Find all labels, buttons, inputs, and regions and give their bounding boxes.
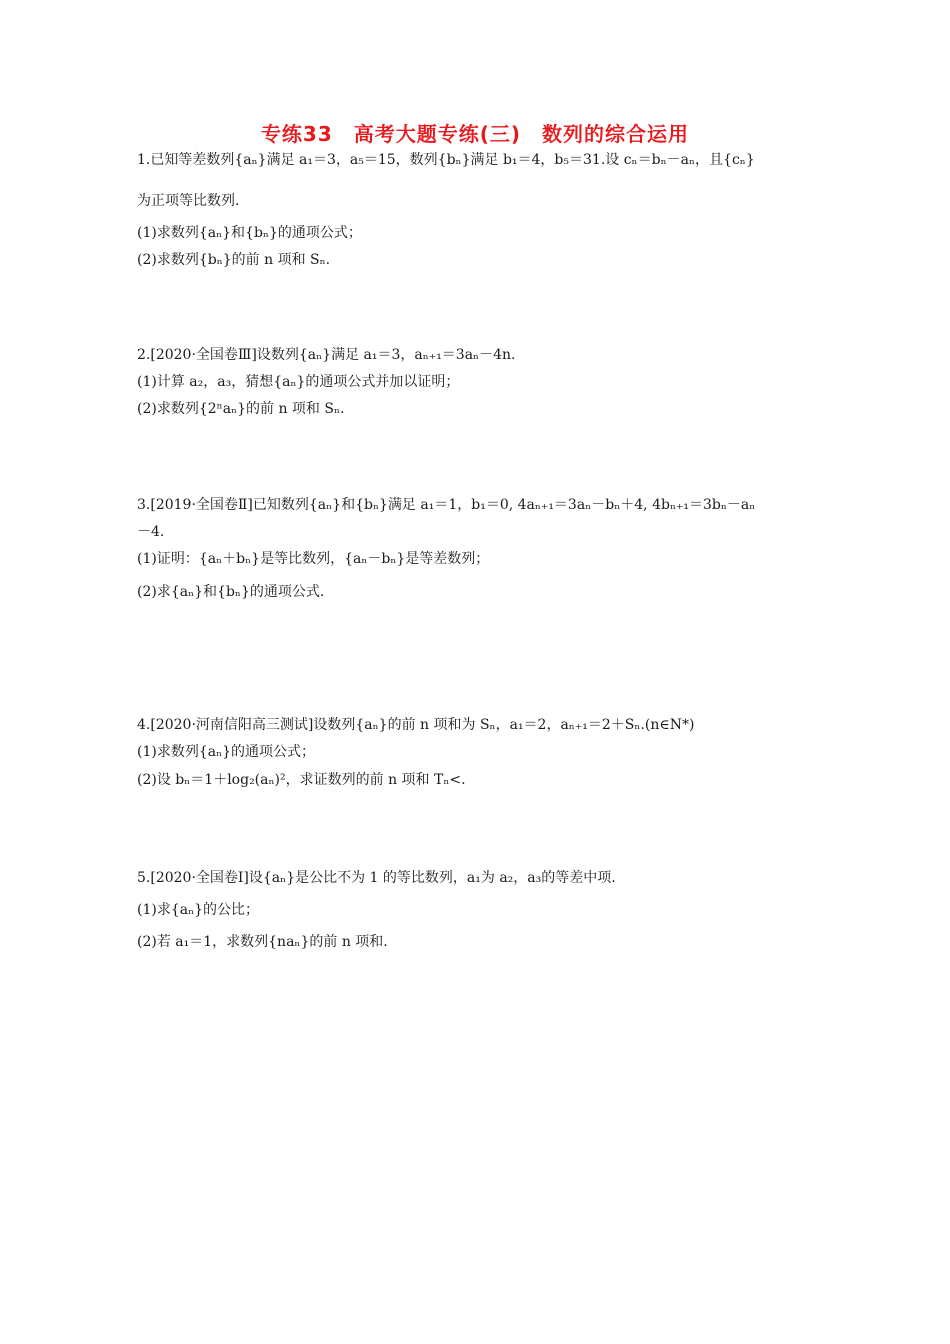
problem-line: －4. xyxy=(137,524,165,540)
problem-line: 3.[2019·全国卷Ⅱ]已知数列{aₙ}和{bₙ}满足 a₁＝1，b₁＝0, 4aₙ₊₁＝3aₙ－bₙ＋4, 4bₙ₊₁＝3bₙ－aₙ xyxy=(137,497,756,513)
problem-line: 2.[2020·全国卷Ⅲ]设数列{aₙ}满足 a₁＝3，aₙ₊₁＝3aₙ－4n. xyxy=(137,347,516,363)
problem-line: (2)求数列{bₙ}的前 n 项和 Sₙ. xyxy=(137,252,331,268)
problem-line: 1.已知等差数列{aₙ}满足 a₁＝3，a₅＝15，数列{bₙ}满足 b₁＝4，b₅＝31.设 cₙ＝bₙ－aₙ，且{cₙ} xyxy=(137,152,755,168)
problem-line: 为正项等比数列. xyxy=(137,193,240,209)
problem-line: (2)若 a₁＝1，求数列{naₙ}的前 n 项和. xyxy=(137,934,388,950)
problem-line: 4.[2020·河南信阳高三测试]设数列{aₙ}的前 n 项和为 Sₙ，a₁＝2，aₙ₊₁＝2＋Sₙ.(n∈N*) xyxy=(137,717,695,733)
problem-line: (1)求数列{aₙ}的通项公式； xyxy=(137,744,316,760)
problem-line: (1)证明：{aₙ＋bₙ}是等比数列，{aₙ－bₙ}是等差数列； xyxy=(137,551,490,567)
problem-line: (2)求{aₙ}和{bₙ}的通项公式. xyxy=(137,584,325,600)
problem-line: (1)求数列{aₙ}和{bₙ}的通项公式； xyxy=(137,225,362,241)
problem-line: (1)计算 a₂，a₃，猜想{aₙ}的通项公式并加以证明； xyxy=(137,374,460,390)
problem-line: (2)设 bₙ＝1＋log₂(aₙ)²，求证数列的前 n 项和 Tₙ<. xyxy=(137,772,466,788)
page-title: 专练33 高考大题专练(三) 数列的综合运用 xyxy=(260,122,690,146)
problem-line: (1)求{aₙ}的公比； xyxy=(137,902,260,918)
problem-line: 5.[2020·全国卷Ⅰ]设{aₙ}是公比不为 1 的等比数列，a₁为 a₂，a₃的等差中项. xyxy=(137,870,616,886)
problem-line: (2)求数列{2ⁿaₙ}的前 n 项和 Sₙ. xyxy=(137,401,345,417)
